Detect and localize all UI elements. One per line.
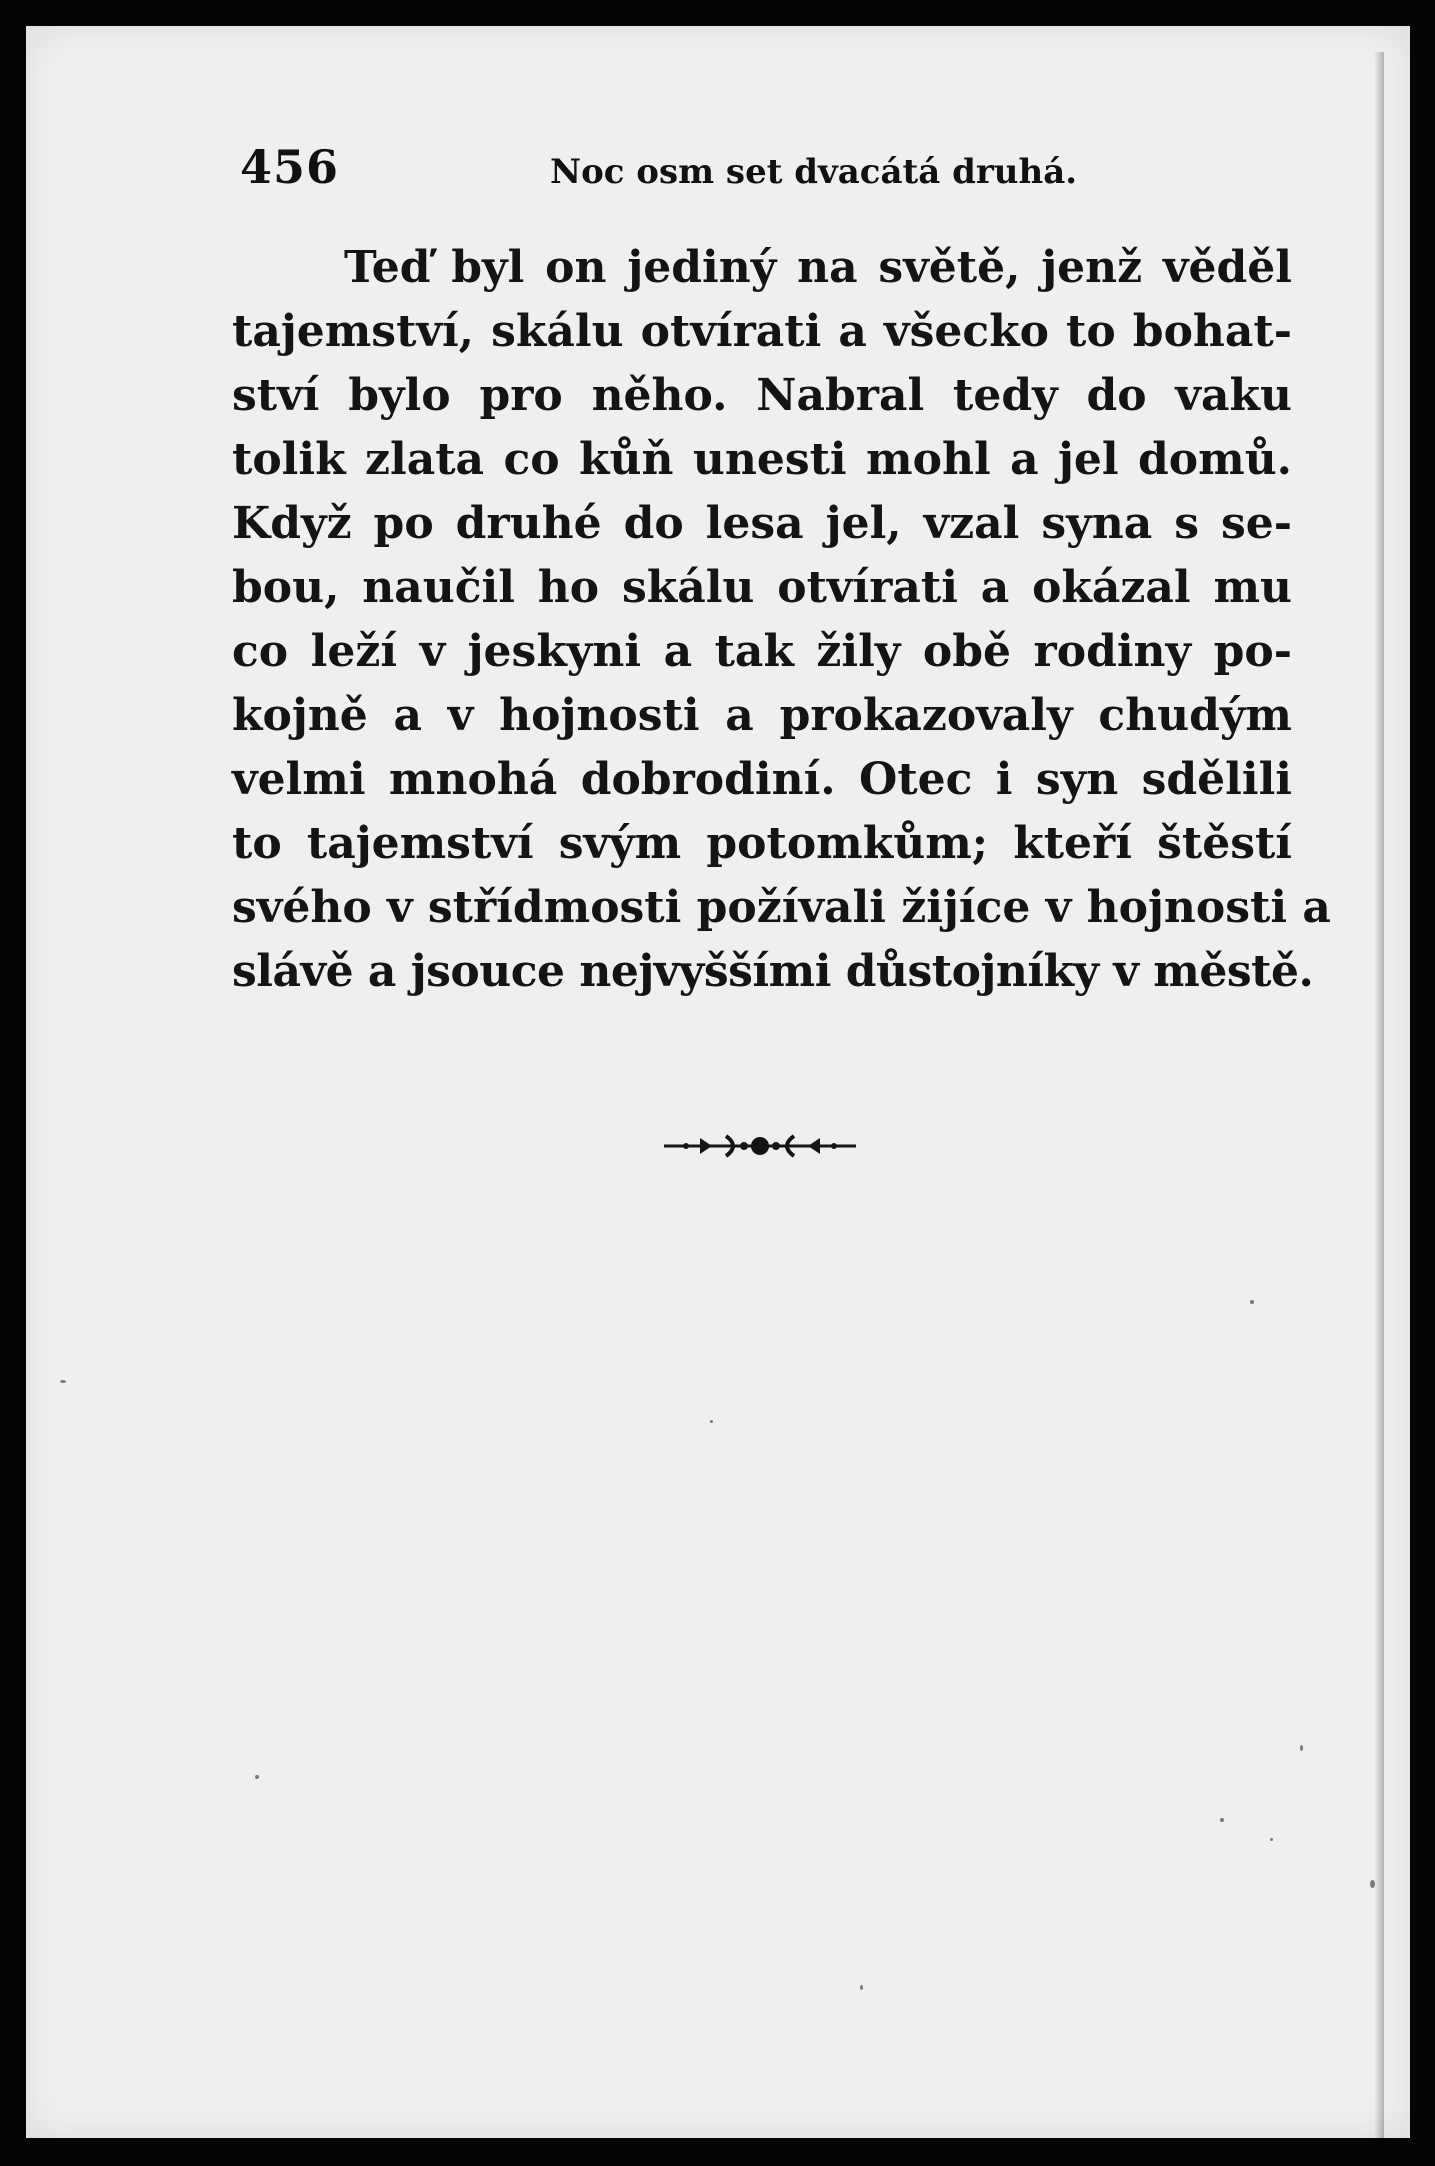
paper-speck bbox=[60, 1380, 66, 1383]
page-header bbox=[240, 140, 1100, 200]
text-line: tajemství, skálu otvírati a všecko to bohat- bbox=[232, 306, 1292, 357]
text-line: to tajemství svým potomkům; kteří štěstí bbox=[232, 818, 1292, 869]
text-line: slávě a jsouce nejvyššími důstojníky v městě. bbox=[232, 946, 1314, 997]
text-line: velmi mnohá dobrodiní. Otec i syn sdělili bbox=[232, 754, 1292, 805]
page-number: 456 bbox=[240, 140, 340, 194]
text-line: co leží v jeskyni a tak žily obě rodiny po- bbox=[232, 626, 1292, 677]
text-line: Teď byl on jediný na světě, jenž věděl bbox=[344, 242, 1292, 293]
text-line: kojně a v hojnosti a prokazovaly chudým bbox=[232, 690, 1292, 741]
page-edge-shadow bbox=[1374, 52, 1384, 2164]
paper-speck bbox=[1370, 1880, 1375, 1888]
text-line: bou, naučil ho skálu otvírati a okázal mu bbox=[232, 562, 1292, 613]
body-paragraph bbox=[232, 236, 1331, 1004]
text-line: svého v střídmosti požívali žijíce v hojnosti a bbox=[232, 882, 1331, 933]
paper-speck bbox=[860, 1985, 863, 1990]
paper-speck bbox=[1250, 1300, 1254, 1304]
running-title: Noc osm set dvacátá druhá. bbox=[550, 152, 1078, 192]
text-line: tolik zlata co kůň unesti mohl a jel domů. bbox=[232, 434, 1292, 485]
paper-speck bbox=[255, 1775, 259, 1779]
paper-speck bbox=[1220, 1818, 1224, 1822]
vignette-ornament-icon bbox=[660, 1132, 860, 1160]
text-line: ství bylo pro něho. Nabral tedy do vaku bbox=[232, 370, 1292, 421]
text-line: Když po druhé do lesa jel, vzal syna s se- bbox=[232, 498, 1292, 549]
paper-speck bbox=[710, 1420, 713, 1423]
paper-speck bbox=[1270, 1838, 1273, 1841]
paper-speck bbox=[1300, 1745, 1303, 1751]
